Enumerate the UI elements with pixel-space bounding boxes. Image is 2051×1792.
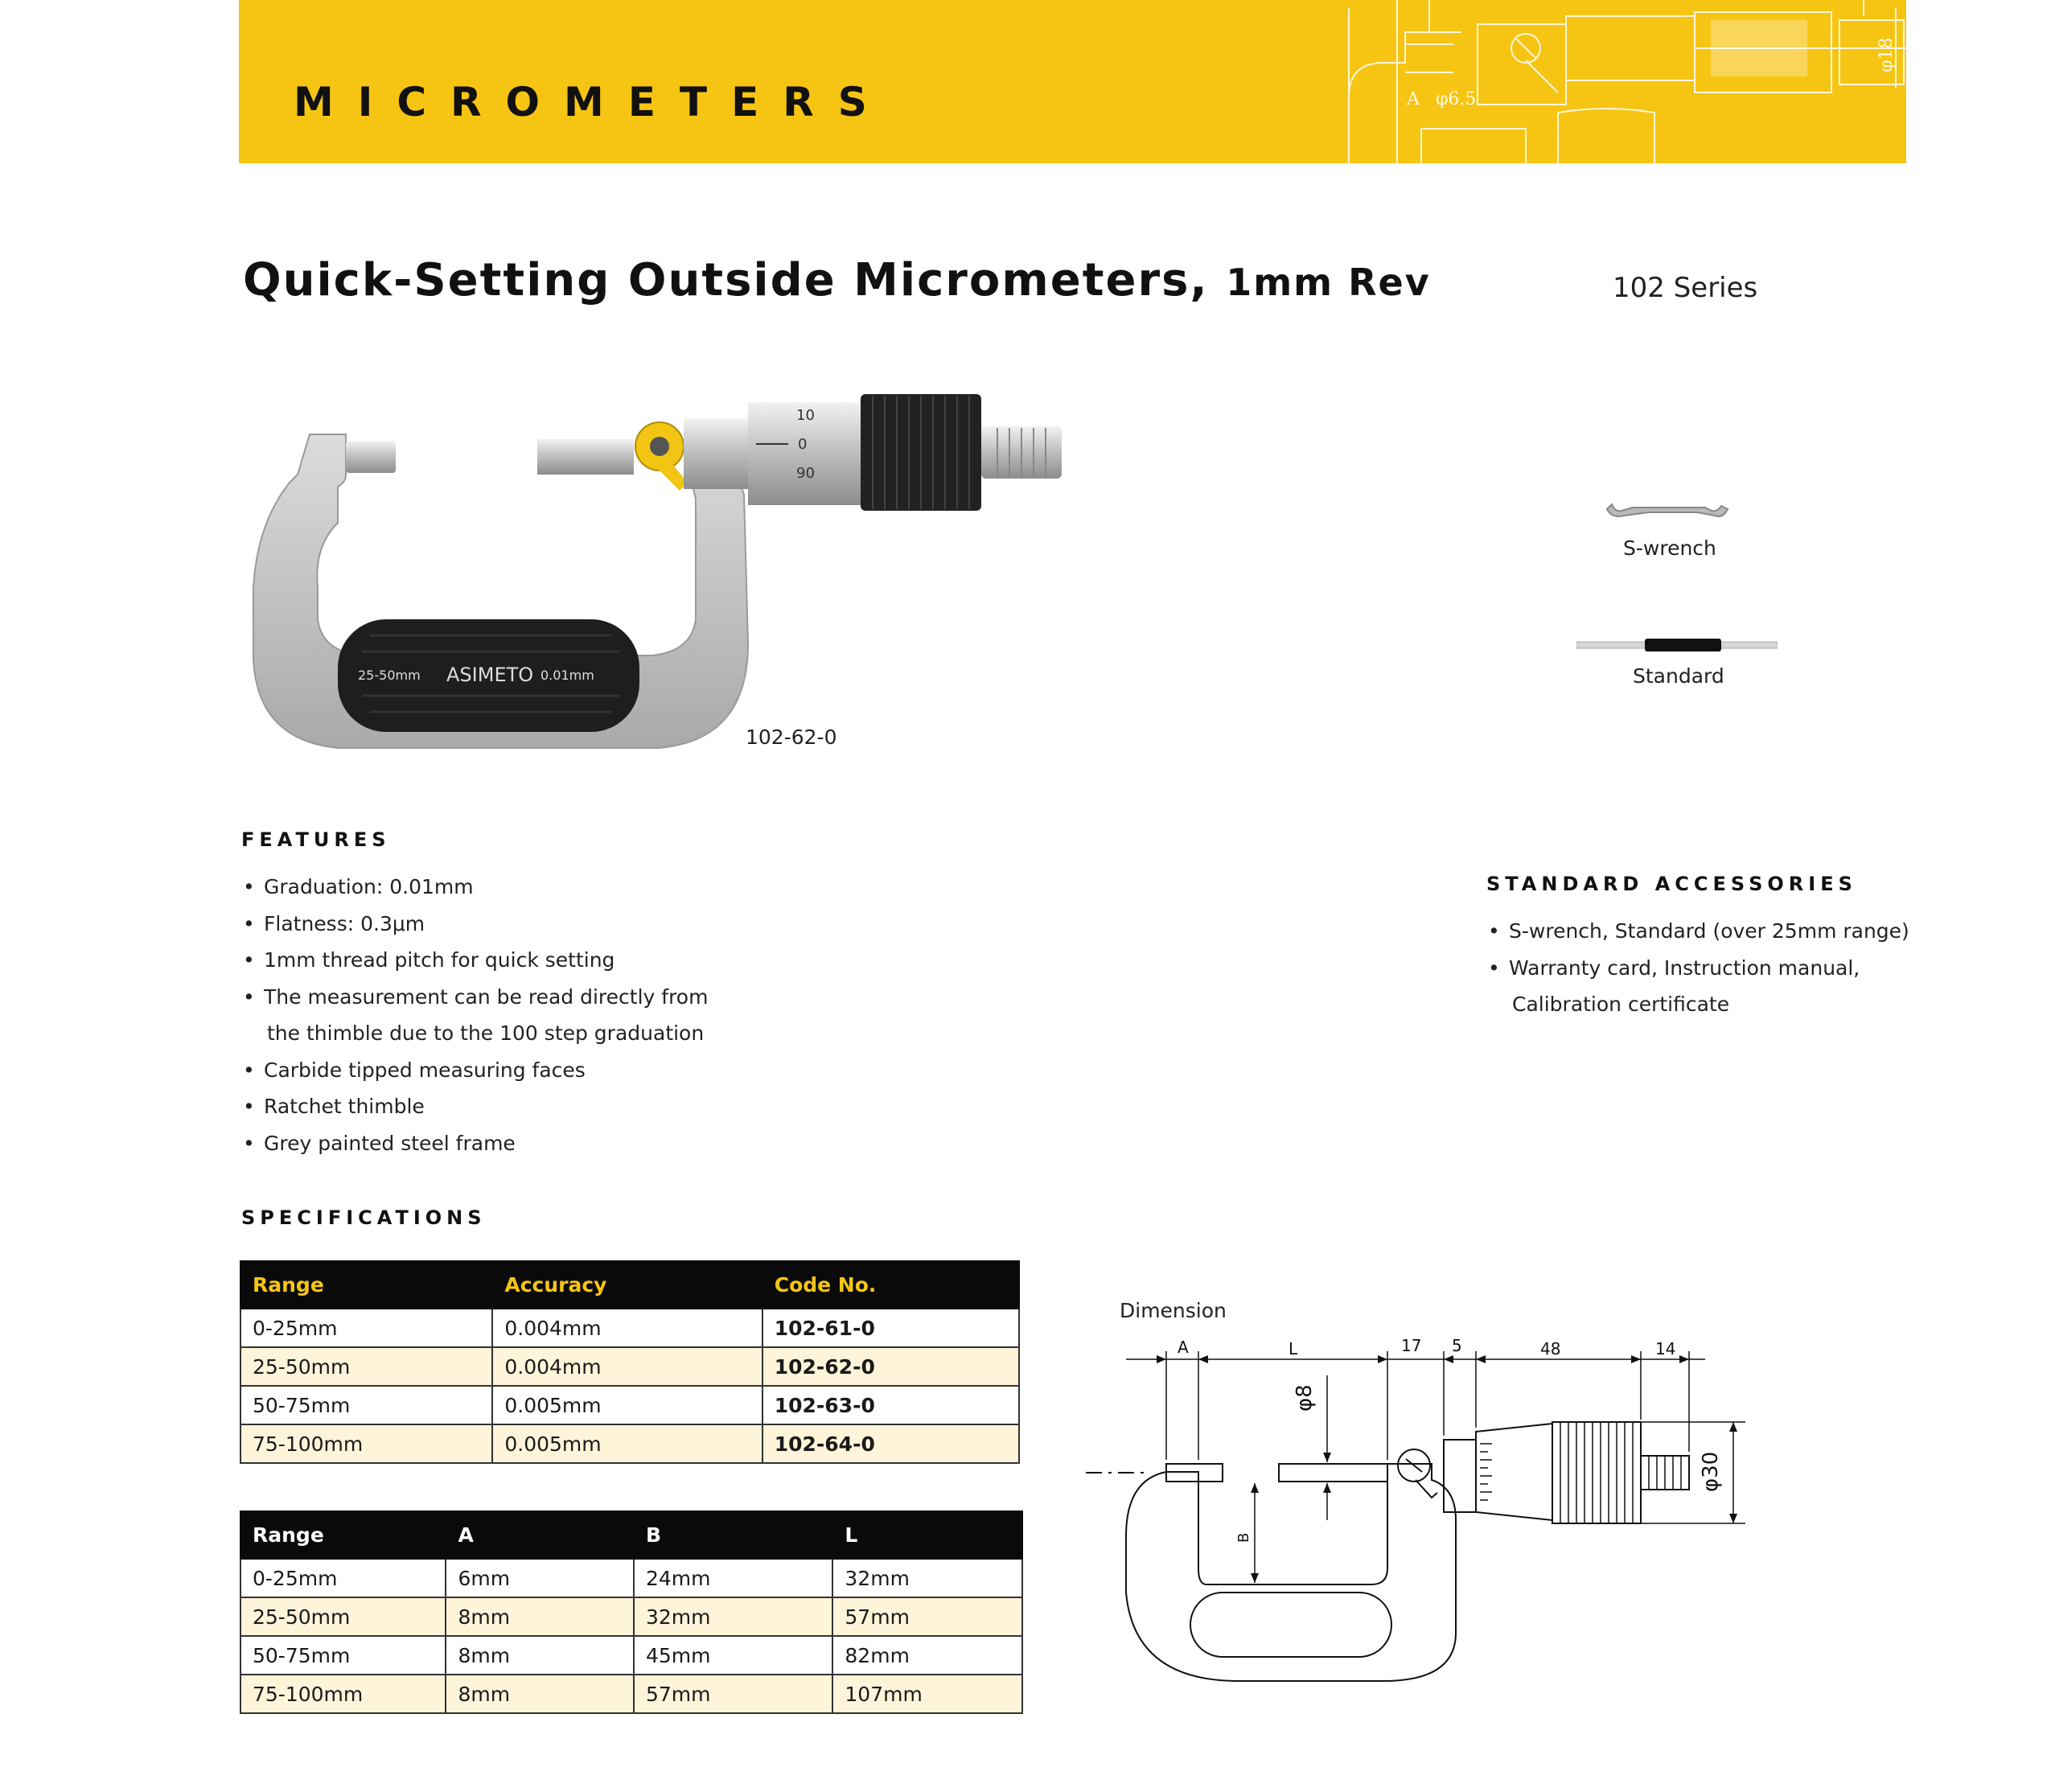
spec-table [240,1260,1020,1464]
standard-label: Standard [1633,664,1724,688]
table-row: 0-25mm 6mm 24mm 32mm [240,1559,1022,1597]
features-list [241,869,965,1161]
dim-label-a: A [1178,1338,1189,1357]
table-row: 25-50mm 8mm 32mm 57mm [240,1597,1022,1636]
standard-rod-image [1576,635,1778,655]
list-item: • The measurement can be read directly from the thimble due to the 100 step graduation [241,979,965,1052]
banner-dim-diameter: φ18 [1876,37,1897,72]
header-banner [239,0,1906,163]
page-title [243,254,1431,306]
title-suffix: 1mm Rev [1226,261,1431,304]
micrometer-anvil [346,441,396,473]
accessories-list [1486,913,1985,1023]
dim-label-phi30: φ30 [1699,1451,1723,1492]
specifications-heading: SPECIFICATIONS [241,1206,487,1229]
thimble-scale-10: 10 [796,407,815,424]
dim-label-phi8: φ8 [1293,1384,1317,1412]
thimble-scale-0: 0 [798,436,808,453]
thimble-scale-90: 90 [796,465,815,482]
table-row: 75-100mm 0.005mm 102-64-0 [240,1424,1019,1463]
dim-label-14: 14 [1655,1339,1676,1358]
image-caption: 102-62-0 [746,725,837,749]
table-header-row [240,1511,1022,1559]
table-header-row [240,1261,1019,1309]
list-item: • 1mm thread pitch for quick setting [241,942,965,979]
dimension-table [240,1510,1023,1714]
table-header: B [634,1511,832,1559]
dimension-drawing [1078,1327,1761,1689]
micrometer-spindle [537,439,634,475]
banner-technical-drawing [1043,0,1906,163]
dim-label-5: 5 [1452,1336,1462,1355]
dim-label-l: L [1289,1339,1298,1358]
table-header: L [832,1511,1022,1559]
banner-dim-bore: φ6.5 [1436,89,1477,109]
table-row: 75-100mm 8mm 57mm 107mm [240,1675,1022,1713]
table-header: Accuracy [492,1261,762,1309]
frame-label-range: 25-50mm [358,668,421,683]
table-header: Code No. [762,1261,1019,1309]
table-row: 50-75mm 8mm 45mm 82mm [240,1636,1022,1675]
list-item: • Graduation: 0.01mm [241,869,965,906]
list-item: • S-wrench, Standard (over 25mm range) [1486,913,1985,950]
banner-title: MICROMETERS [294,79,891,125]
table-row: 25-50mm 0.004mm 102-62-0 [240,1347,1019,1386]
banner-dim-a: A [1407,89,1420,109]
table-header: Range [240,1261,492,1309]
dimension-title: Dimension [1120,1299,1227,1322]
table-header: Range [240,1511,446,1559]
table-row: 50-75mm 0.005mm 102-63-0 [240,1386,1019,1424]
table-row: 0-25mm 0.004mm 102-61-0 [240,1309,1019,1347]
features-heading: FEATURES [241,828,391,851]
dim-label-17: 17 [1401,1336,1422,1355]
series-label: 102 Series [1613,272,1758,304]
list-item: • Warranty card, Instruction manual, Calibration certificate [1486,950,1985,1023]
accessories-heading: STANDARD ACCESSORIES [1486,873,1857,895]
title-main: Quick-Setting Outside Micrometers, [243,254,1209,306]
s-wrench-image [1601,495,1729,535]
dim-label-48: 48 [1540,1339,1561,1358]
table-header: A [446,1511,633,1559]
list-item: • Carbide tipped measuring faces [241,1052,965,1089]
list-item: • Grey painted steel frame [241,1125,965,1162]
dim-label-b: B [1235,1532,1252,1543]
list-item: • Ratchet thimble [241,1088,965,1125]
frame-label-brand: ASIMETO [446,664,534,686]
frame-label-resolution: 0.01mm [540,668,594,683]
list-item: • Flatness: 0.3μm [241,906,965,943]
s-wrench-label: S-wrench [1623,536,1716,560]
micrometer-sleeve [684,418,748,489]
micrometer-photo [241,378,1110,772]
